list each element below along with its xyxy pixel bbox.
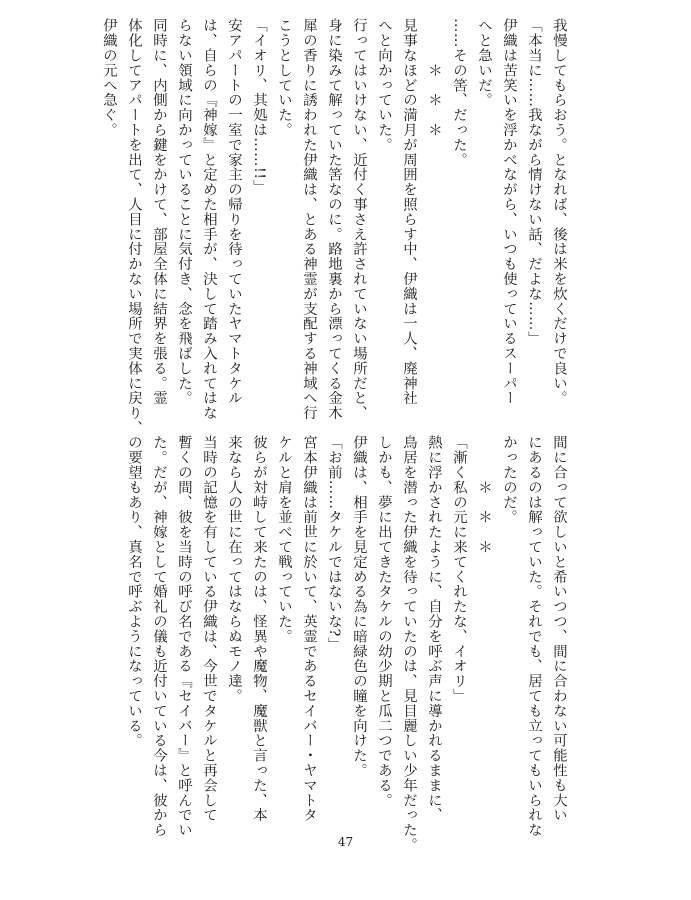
section-break: ＊ ＊ ＊ [476,435,492,555]
text-line: 当時の記憶を有している伊織は、今世でタケルと再会して [201,435,217,823]
text-line: 彼らが対峙して来たのは、怪異や魔物、魔獣と言った、本 [251,435,267,823]
text-line: ケルと肩を並べて戦っていた。 [276,435,292,644]
text-line: 我慢してもらおう。となれば、後は米を炊くだけで良い。 [551,18,567,406]
text-line: 伊織の元へ急ぐ。 [101,18,117,138]
text-line: 伊織は、相手を見定める為に暗緑色の瞳を向けた。 [351,435,367,778]
text-line: 「本当に……我ながら情けない話、だよな……」 [526,18,542,346]
text-line: 来なら人の世に在ってはならぬモノ達。 [226,435,242,704]
text-line: 体化してアパートを出て、人目に付かない場所で実体に戻り、 [126,18,142,436]
text-line: 行ってはいけない、近付く事さえ許されていない場所だと、 [351,18,367,421]
text-line: へと急いだ。 [476,18,492,108]
text-line: 「イオリ、其処は……!!」 [251,18,267,195]
text-line: 安アパートの一室で家主の帰りを待っていたヤマトタケル [226,18,242,406]
text-line: しかも、夢に出てきたタケルの幼少期と瓜二つである。 [376,435,392,808]
text-line: へと向かっていた。 [376,18,392,153]
text-line: は、自らの『神嫁』と定めた相手が、決して踏み入れてはな [201,18,217,421]
text-line: 犀の香りに誘われた伊織は、とある神霊が支配する神域へ行 [301,18,317,421]
text-line: にあるのは解っていた。それでも、居ても立ってもいられな [526,435,542,838]
text-line: 「お前……タケルではないな?」 [326,435,342,652]
text-line: 間に合って欲しいと希いつつ、間に合わない可能性も大い [551,435,567,823]
text-line: 伊織は苦笑いを浮かべながら、いつも使っているスーパー [501,18,517,406]
text-line: 暫くの間、彼を当時の呼び名である『セイバー』と呼んでい [176,435,192,838]
text-line: 宮本伊織は前世に於いて、英霊であるセイバー・ヤマトタ [301,435,317,823]
text-line: 鳥居を潜った伊織を待っていたのは、見目麗しい少年だった。 [401,435,417,853]
text-line: かったのだ。 [501,435,517,525]
text-line: こうとしていた。 [276,18,292,138]
text-line: 熱に浮かされたように、自分を呼ぶ声に導かれるままに、 [426,435,442,823]
section-break: ＊ ＊ ＊ [426,18,442,138]
text-line: た。だが、神嫁として婚礼の儀も近付いている今は、彼から [151,435,167,838]
text-line: 同時に、内側から鍵をかけて、部屋全体に結界を張る。霊 [151,18,167,406]
text-block-upper [96,18,571,436]
text-line: の要望もあり、真名で呼ぶようになっている。 [126,435,142,748]
text-line: ……その筈、だった。 [451,18,467,167]
text-line: 身に染みて解っていた筈なのに。路地裏から漂ってくる金木 [326,18,342,421]
text-line: 見事なほどの満月が周囲を照らす中、伊織は一人、廃神社 [401,18,417,406]
text-line: らない領域に向かっていることに気付き、念を飛ばした。 [176,18,192,406]
text-line: 「漸く私の元に来てくれたな、イオリ」 [451,435,467,704]
page-number: 47 [337,835,354,849]
